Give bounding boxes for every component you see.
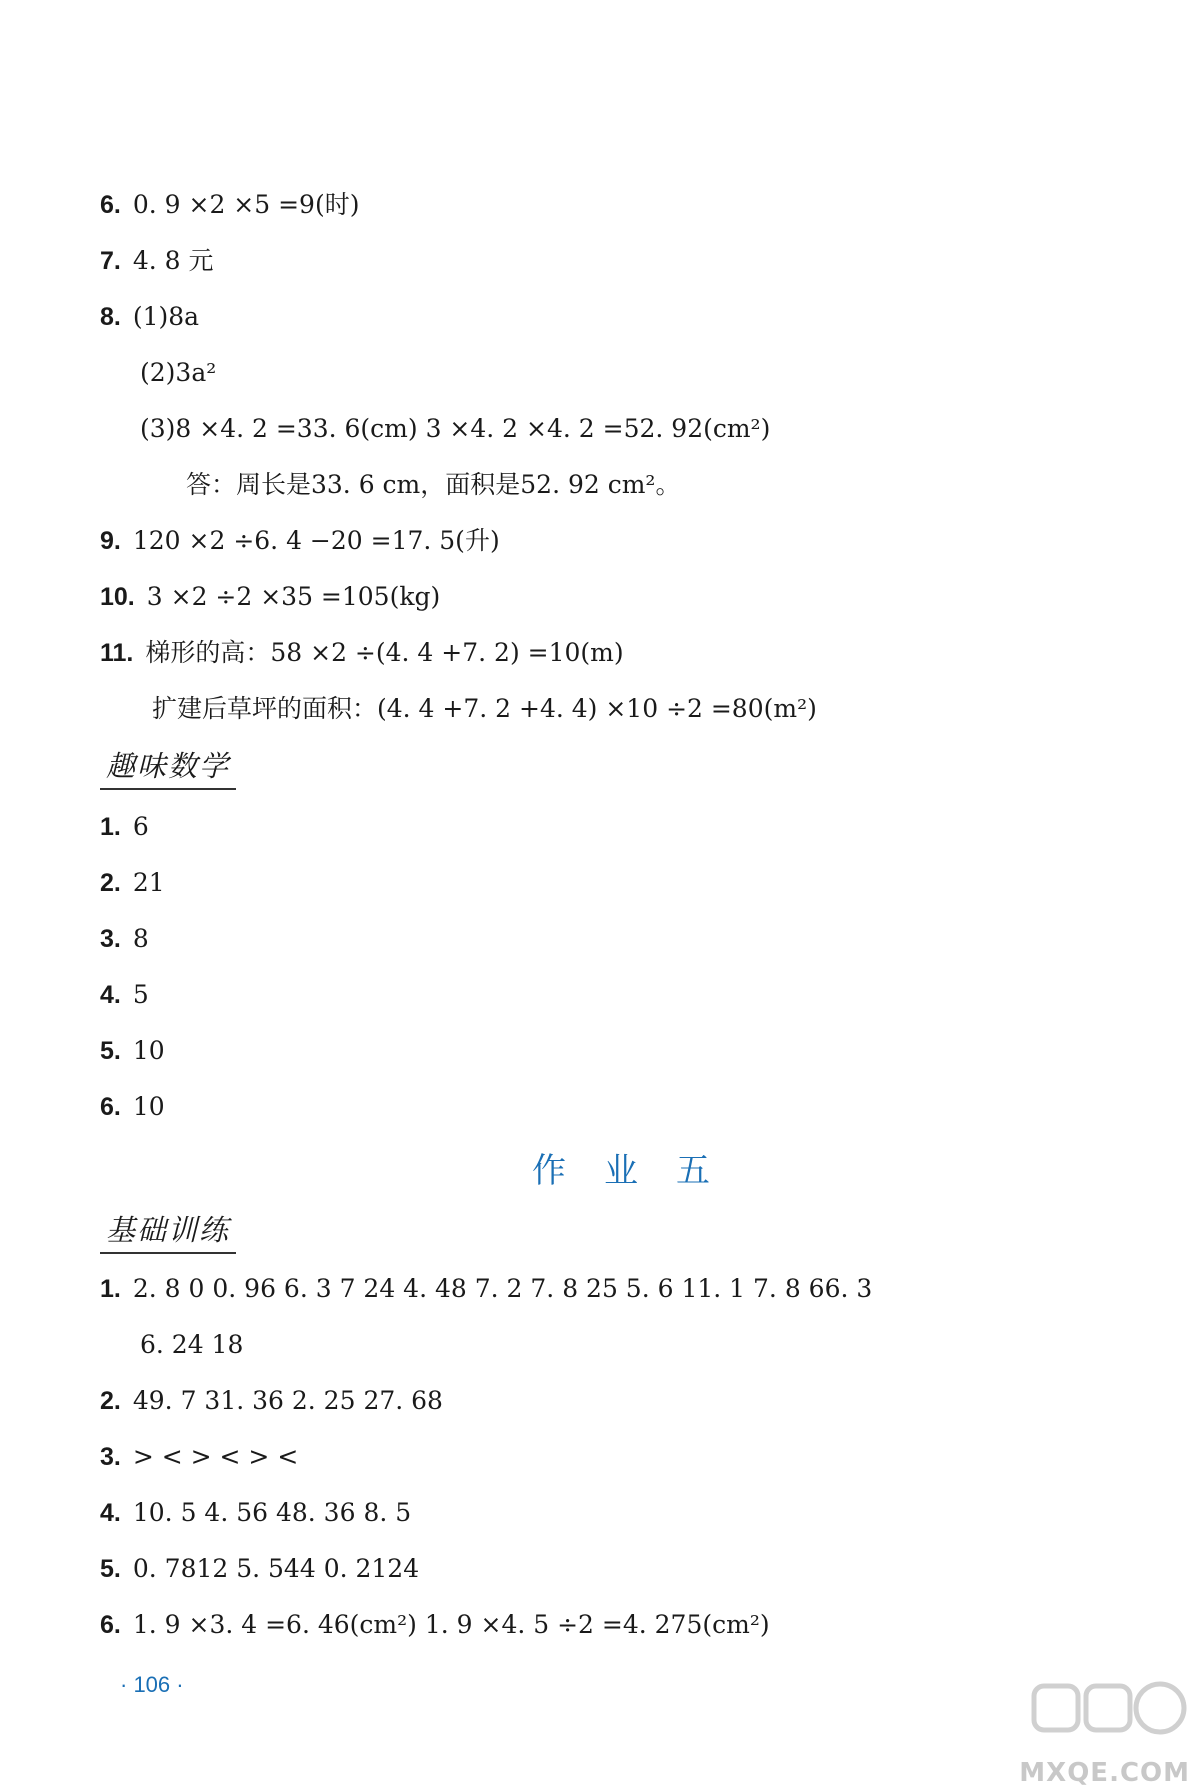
answer-text: 6. 24 18 xyxy=(140,1330,244,1359)
answer-text: > < > < > < xyxy=(132,1442,299,1471)
question-number: 8. xyxy=(100,303,121,331)
answer-line xyxy=(100,1608,770,1642)
question-number: 5. xyxy=(100,1555,121,1583)
answer-line xyxy=(100,580,440,614)
answer-line xyxy=(100,1496,411,1530)
answer-subline: (3)8 ×4. 2 =33. 6(cm) 3 ×4. 2 ×4. 2 =52. 92(cm²) xyxy=(140,414,771,443)
answer-text: 120 ×2 ÷6. 4 −20 =17. 5(升) xyxy=(132,526,500,555)
answer-line xyxy=(100,1090,165,1124)
question-number: 6. xyxy=(100,1611,121,1639)
answer-text: 10 xyxy=(132,1036,165,1065)
question-number: 2. xyxy=(100,869,121,897)
answer-line xyxy=(100,1034,165,1068)
answer-line xyxy=(100,1440,298,1474)
answer-text: 4. 8 元 xyxy=(132,246,214,275)
answer-text: 0. 7812 5. 544 0. 2124 xyxy=(132,1554,420,1583)
question-number: 2. xyxy=(100,1387,121,1415)
question-number: 4. xyxy=(100,981,121,1009)
answer-text: 2. 8 0 0. 96 6. 3 7 24 4. 48 7. 2 7. 8 25 5. 6 11. 1 7. 8 66. 3 xyxy=(132,1274,873,1303)
section-heading-fun-math: 趣味数学 xyxy=(100,746,236,790)
answer-line xyxy=(100,978,149,1012)
answer-text: 8 xyxy=(132,924,149,953)
answer-text: 5 xyxy=(132,980,149,1009)
homework-title: 作业五 xyxy=(532,1151,748,1191)
question-number: 10. xyxy=(100,583,135,611)
page-number: · 106 · xyxy=(120,1672,184,1697)
question-number: 6. xyxy=(100,191,121,219)
answer-text: 10 xyxy=(132,1092,165,1121)
question-number: 3. xyxy=(100,1443,121,1471)
answer-text: 6 xyxy=(132,812,149,841)
question-number: 3. xyxy=(100,925,121,953)
answer-line xyxy=(100,244,214,278)
answer-line xyxy=(100,636,624,670)
answer-text: (1)8a xyxy=(132,302,200,331)
question-number: 4. xyxy=(100,1499,121,1527)
question-number: 7. xyxy=(100,247,121,275)
question-number: 1. xyxy=(100,813,121,841)
answer-text: 10. 5 4. 56 48. 36 8. 5 xyxy=(132,1498,412,1527)
answer-subline: 扩建后草坪的面积：(4. 4 +7. 2 +4. 4) ×10 ÷2 =80(m²) xyxy=(152,694,817,723)
question-number: 5. xyxy=(100,1037,121,1065)
answer-line xyxy=(100,1272,872,1306)
question-number: 11. xyxy=(100,639,134,667)
answer-text: 0. 9 ×2 ×5 =9(时) xyxy=(132,190,360,219)
answer-line xyxy=(100,300,199,334)
answer-text: 3 ×2 ÷2 ×35 =105(kg) xyxy=(146,582,441,611)
answer-line xyxy=(100,1552,419,1586)
section-heading-basic-training: 基础训练 xyxy=(100,1210,236,1254)
answer-line xyxy=(100,810,149,844)
question-number: 1. xyxy=(100,1275,121,1303)
answer-text: 1. 9 ×3. 4 =6. 46(cm²) 1. 9 ×4. 5 ÷2 =4. 275(cm²) xyxy=(132,1610,770,1639)
question-number: 9. xyxy=(100,527,121,555)
question-number: 6. xyxy=(100,1093,121,1121)
answer-line xyxy=(100,866,165,900)
answer-text: 21 xyxy=(132,868,165,897)
answer-conclusion: 答：周长是33. 6 cm，面积是52. 92 cm²。 xyxy=(186,470,681,499)
answer-subline xyxy=(140,1328,243,1362)
answer-line xyxy=(100,524,500,558)
answer-text: 梯形的高：58 ×2 ÷(4. 4 +7. 2) =10(m) xyxy=(145,638,624,667)
answer-line xyxy=(100,922,149,956)
watermark-text: MXQE.COM xyxy=(1019,1758,1190,1788)
answer-subline: (2)3a² xyxy=(140,358,217,387)
answer-line xyxy=(100,1384,443,1418)
answer-line xyxy=(100,188,359,222)
answer-text: 49. 7 31. 36 2. 25 27. 68 xyxy=(132,1386,443,1415)
